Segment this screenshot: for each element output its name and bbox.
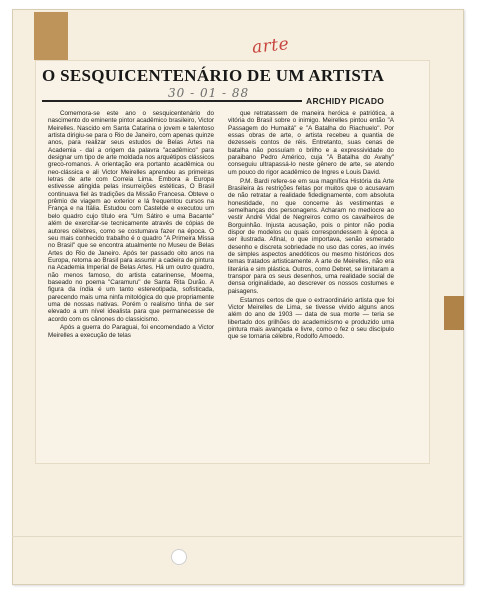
handwritten-note: arte	[251, 34, 291, 58]
paper-fold	[12, 536, 462, 585]
date-stamp: 30 - 01 - 88	[168, 86, 250, 100]
article-author: ARCHIDY PICADO	[306, 96, 385, 106]
paragraph: Estamos certos de que o extraordinário artista que foi Victor Meirelles de Lima, se tivesse vivido alguns anos além do ano de 1903 — data de sua morte — teria se libertado dos grilhões do academicismo e produzido uma pintura mais avançada e livre, como o fez o seu discípulo que se tornaria célebre, Rodolfo Amoedo.	[228, 296, 394, 341]
article-column-right	[228, 110, 394, 342]
title-rule	[42, 100, 302, 102]
punch-hole	[171, 549, 187, 565]
article-title: O SESQUICENTENÁRIO DE UM ARTISTA	[42, 66, 385, 85]
adhesive-tape-right	[444, 296, 464, 330]
paragraph: que retratassem de maneira heróica e patriótica, a vitória do Brasil sobre o inimigo. Meirelles pintou então "A Passagem do Humaitá" e "A Batalha do Riachuelo". Por essas obras de arte, o artista recebeu a quantia de dezesseis contos de réis. Entretanto, suas cenas de batalha não possuíam o brilho e a expressividade do paraibano Pedro Américo, cuja "A Batalha do Avahy" conseguiu ultrapassá-lo neste gênero de arte, se atendo um pouco do rigor acadêmico de Ingres e Louis David.	[228, 110, 394, 176]
paragraph: P.M. Bardi refere-se em sua magnífica História da Arte Brasileira às restrições feitas por muitos que o acusavam de não retratar a realidade fidedignamente, com absoluta honestidade, no que concerne às vestimentas e semelhanças dos personagens. Acharam no medíocre ao vestir André Vidal de Negreiros como os cavalheiros de Borguinhão. Injusta acusação, pois o pintor não podia dispor de modelos ou quais correspondessem à época a ser ilustrada. Afinal, o que importava, senão esmerado desenho e discreta sobriedade no uso das cores, ao invés de simples aspectos anedóticos ou mesmo históricos dos temas tratados artisticamente. A arte de Meirelles, não era literária e sim plástica. Outros, como Debret, se limitaram a transpor para os seus desenhos, uma realidade social de densa originalidade, ao descrever os nossos costumes e paisagens.	[228, 177, 394, 295]
article-column-left	[48, 110, 214, 341]
adhesive-tape-top	[34, 12, 68, 60]
paragraph: Após a guerra do Paraguai, foi encomendado a Victor Meirelles a execução de telas	[48, 324, 214, 339]
paragraph: Comemora-se este ano o sesquicentenário do nascimento do eminente pintor acadêmico brasileiro, Victor Meirelles. Nascido em Santa Catarina o jovem e talentoso artista dirigiu-se para o Rio de Janeiro, com apenas quinze anos, para realizar seus estudos de Belas Artes na Academia - daí a origem da palavra "acadêmico" para designar um tipo de arte moldada nos arquétipos clássicos greco-romanos. A orientação era portanto acadêmica ou neo-clássica e ali Victor Meirelles aprendeu as primeiras letras de arte com Correia Lima. Embora a Europa estivesse atingida pelas insurreições estéticas, O Brasil continuava fiel às tradições da Missão Francesa. Obteve o prêmio de viagem ao exterior e lá frequentou cursos na França e na Itália. Estudou com Castelde e executou um belo quadro cujo título era "Um Sátiro e uma Bacante" além de exercitar-se tecnicamente através de cópias de autores célebres, como se costumava fazer na época. O seu mais conhecido trabalho é o quadro "A Primeira Missa no Brasil" que se encontra atualmente no Museu de Belas Artes do Rio de Janeiro. Após ter passado oito anos na Europa, retorna ao Brasil para assumir a cadeira de pintura na Academia Imperial de Belas Artes. Há um outro quadro, não menos famoso, do artista catarinense, Moema, baseado no poema "Caramuru" de Santa Rita Durão. A figura da índia é um tanto estereotipada, sofisticada, parecendo mais uma ninfa mitológica do que propriamente uma de nossas nativas. Porém o realismo tinha de ser elevado a um nível idealista para que permanecesse de acordo com os cânones do classicismo.	[48, 110, 214, 323]
